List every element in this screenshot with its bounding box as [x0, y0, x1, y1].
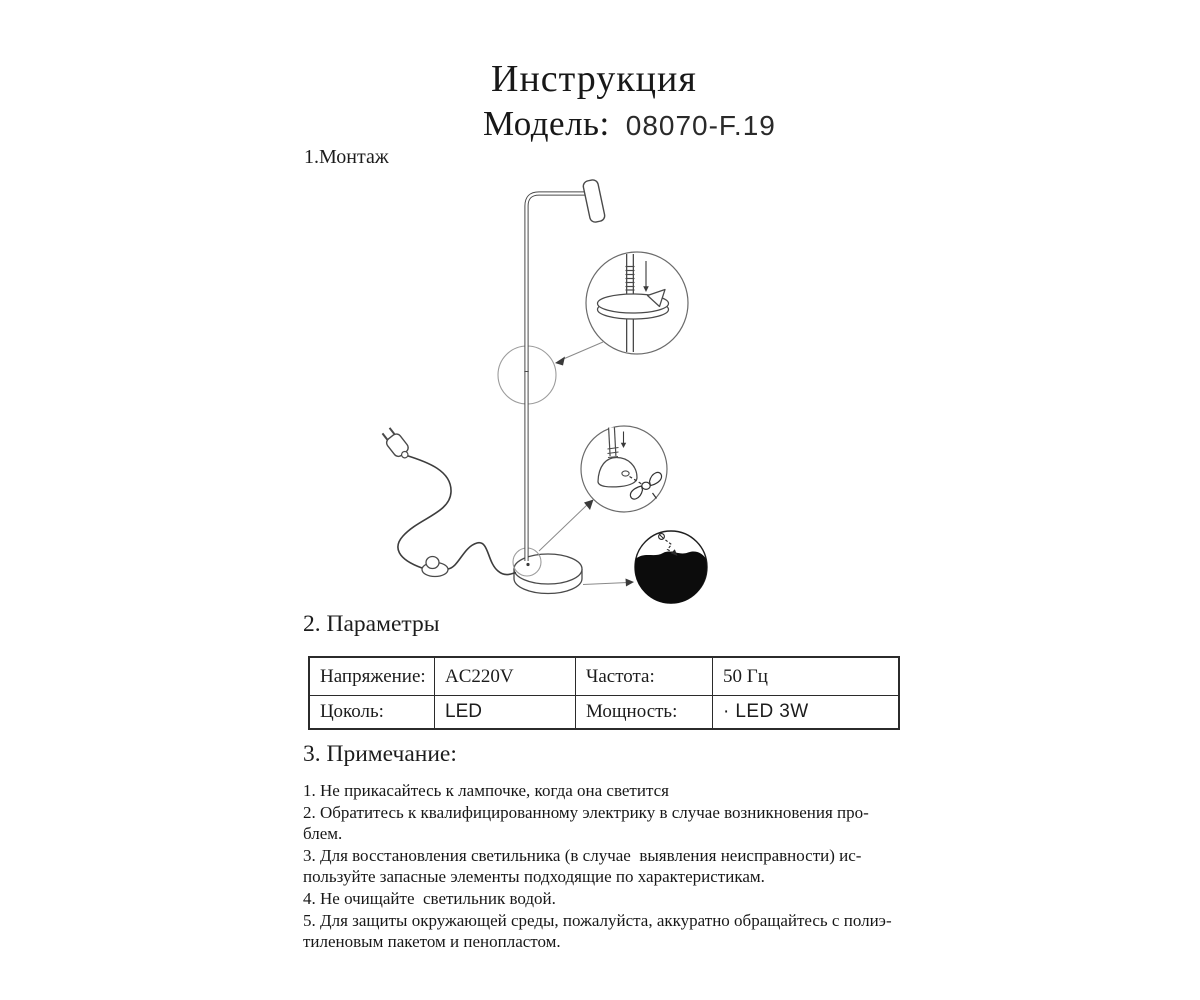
- param-label-voltage: Напряжение:: [309, 657, 435, 696]
- model-number: 08070-F.19: [625, 110, 776, 141]
- note-line: 5. Для защиты окружающей среды, пожалуйста, аккуратно обращайтесь с полиэ-: [303, 910, 892, 930]
- note-line: 3. Для восстановления светильника (в случае выявления неисправности) ис-: [303, 845, 862, 865]
- thread-marks: [626, 267, 635, 291]
- table-row: [309, 657, 899, 696]
- note-line: 1. Не прикасайтесь к лампочке, когда она светится: [303, 781, 669, 800]
- section-heading-notes: 3. Примечание:: [303, 741, 457, 767]
- model-line: [483, 104, 776, 144]
- param-value-socket: LED: [435, 696, 576, 730]
- foot-switch: [422, 557, 448, 577]
- power-cord: [398, 455, 516, 575]
- lamp-base: [514, 554, 582, 594]
- detail-circle-base-screw: [635, 531, 707, 604]
- param-value-frequency: 50 Гц: [713, 657, 900, 696]
- notes-list: [303, 780, 943, 953]
- note-line: пользуйте запасные элементы подходящие по характеристикам.: [303, 867, 765, 887]
- param-label-frequency: Частота:: [576, 657, 713, 696]
- lamp-assembly-diagram: [355, 160, 725, 620]
- param-label-power: Мощность:: [576, 696, 713, 730]
- section-heading-parameters: 2. Параметры: [303, 611, 440, 637]
- base-fill: [635, 551, 707, 603]
- table-row: [309, 696, 899, 730]
- note-line: блем.: [303, 824, 343, 844]
- detail-circle-pole-joint: [586, 252, 688, 354]
- page-title: Инструкция: [491, 58, 697, 100]
- detail-circle-wing-nut: [581, 426, 667, 512]
- note-line: 4. Не очищайте светильник водой.: [303, 888, 556, 908]
- model-label: Модель:: [483, 104, 610, 143]
- base-screw-dot: [526, 563, 529, 566]
- note-line: тиленовым пакетом и пенопластом.: [303, 932, 561, 952]
- param-value-power: · LED 3W: [713, 696, 900, 730]
- note-line: 2. Обратитесь к квалифицированному электрику в случае возникновения про-: [303, 802, 869, 822]
- lamp-head: [582, 179, 605, 223]
- parameters-table: [308, 656, 900, 730]
- param-label-socket: Цоколь:: [309, 696, 435, 730]
- section-heading-assembly: 1.Монтаж: [304, 146, 389, 168]
- param-value-voltage: AC220V: [435, 657, 576, 696]
